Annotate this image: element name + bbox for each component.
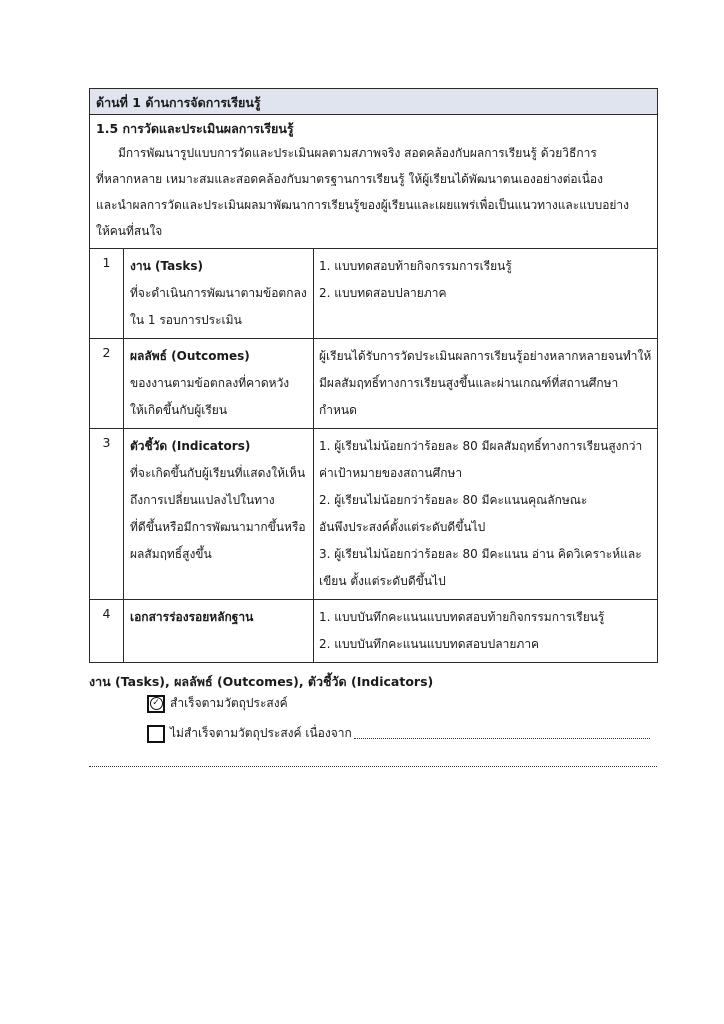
row-topic <box>124 339 314 429</box>
row-detail-line: 2. แบบทดสอบปลายภาค <box>319 286 447 300</box>
row-title: ตัวชี้วัด (Indicators) <box>130 439 251 453</box>
row-desc-line: ที่ดีขึ้นหรือมีการพัฒนามากขึ้นหรือ <box>130 520 306 534</box>
reason-dotted-line-2[interactable] <box>89 766 657 767</box>
row-number: 4 <box>90 600 124 663</box>
summary-label: งาน (Tasks), ผลลัพธ์ (Outcomes), ตัวชี้วัด (Indicators) <box>89 674 434 689</box>
row-details <box>314 429 658 600</box>
intro-line: และนำผลการวัดและประเมินผลมาพัฒนาการเรียนรู้ของผู้เรียนและเผยแพร่เพื่อเป็นแนวทางและแบบอย่าง <box>96 198 630 212</box>
section-heading-row <box>90 89 658 115</box>
option-success-label: สำเร็จตามวัตถุประสงค์ <box>170 696 288 710</box>
row-desc-line: ถึงการเปลี่ยนแปลงไปในทาง <box>130 493 275 507</box>
intro-line: มีการพัฒนารูปแบบการวัดและประเมินผลตามสภาพจริง สอดคล้องกับผลการเรียนรู้ ด้วยวิธีการ <box>118 146 597 160</box>
row-detail-line: ค่าเป้าหมายของสถานศึกษา <box>319 466 463 480</box>
assessment-table <box>89 88 658 663</box>
row-title: งาน (Tasks) <box>130 259 203 273</box>
table-row <box>90 249 658 339</box>
intro-row <box>90 115 658 249</box>
table-row <box>90 600 658 663</box>
row-number: 1 <box>90 249 124 339</box>
section-subheading: 1.5 การวัดและประเมินผลการเรียนรู้ <box>96 121 294 136</box>
row-number: 2 <box>90 339 124 429</box>
row-desc-line: ของงานตามข้อตกลงที่คาดหวัง <box>130 376 290 390</box>
row-desc-line: ที่จะดำเนินการพัฒนาตามข้อตกลง <box>130 286 307 300</box>
section-heading: ด้านที่ 1 ด้านการจัดการเรียนรู้ <box>90 89 658 115</box>
row-details <box>314 339 658 429</box>
row-detail-line: 1. ผู้เรียนไม่น้อยกว่าร้อยละ 80 มีผลสัมฤทธิ์ทางการเรียนสูงกว่า <box>319 439 643 453</box>
intro-line: ให้คนที่สนใจ <box>96 224 163 238</box>
fail-checkbox[interactable] <box>147 725 165 743</box>
row-detail-line: 2. แบบบันทึกคะแนนแบบทดสอบปลายภาค <box>319 637 540 651</box>
summary-section <box>89 672 657 740</box>
option-fail-label: ไม่สำเร็จตามวัตถุประสงค์ เนื่องจาก <box>170 726 352 740</box>
row-number: 3 <box>90 429 124 600</box>
row-topic <box>124 600 314 663</box>
success-checkbox[interactable] <box>147 695 165 713</box>
row-detail-line: 1. แบบทดสอบท้ายกิจกรรมการเรียนรู้ <box>319 259 512 273</box>
intro-cell <box>90 115 658 249</box>
row-desc-line: ใน 1 รอบการประเมิน <box>130 313 242 327</box>
table-row <box>90 339 658 429</box>
row-topic <box>124 249 314 339</box>
row-detail-line: เขียน ตั้งแต่ระดับดีขึ้นไป <box>319 574 446 588</box>
row-desc-line: ให้เกิดขึ้นกับผู้เรียน <box>130 403 228 417</box>
row-details <box>314 600 658 663</box>
row-title: เอกสารร่องรอยหลักฐาน <box>130 610 254 624</box>
row-detail-line: ผู้เรียนได้รับการวัดประเมินผลการเรียนรู้อย่างหลากหลายจนทำให้ <box>319 349 652 363</box>
table-row <box>90 429 658 600</box>
reason-dotted-line[interactable] <box>354 728 650 739</box>
check-icon: ✓ <box>150 697 163 710</box>
assessment-document <box>89 88 657 663</box>
row-topic <box>124 429 314 600</box>
row-detail-line: มีผลสัมฤทธิ์ทางการเรียนสูงขึ้นและผ่านเกณฑ์ที่สถานศึกษา <box>319 376 619 390</box>
row-title: ผลลัพธ์ (Outcomes) <box>130 349 250 363</box>
option-fail[interactable] <box>147 724 650 743</box>
row-details <box>314 249 658 339</box>
option-success[interactable] <box>147 694 288 713</box>
row-detail-line: 3. ผู้เรียนไม่น้อยกว่าร้อยละ 80 มีคะแนน อ่าน คิดวิเคราะห์และ <box>319 547 642 561</box>
row-desc-line: ผลสัมฤทธิ์สูงขึ้น <box>130 547 212 561</box>
row-detail-line: 1. แบบบันทึกคะแนนแบบทดสอบท้ายกิจกรรมการเรียนรู้ <box>319 610 605 624</box>
intro-line: ที่หลากหลาย เหมาะสมและสอดคล้องกับมาตรฐานการเรียนรู้ ให้ผู้เรียนได้พัฒนาตนเองอย่างต่อเนื่อง <box>96 172 603 186</box>
row-detail-line: 2. ผู้เรียนไม่น้อยกว่าร้อยละ 80 มีคะแนนคุณลักษณะ <box>319 493 588 507</box>
row-desc-line: ที่จะเกิดขึ้นกับผู้เรียนที่แสดงให้เห็น <box>130 466 306 480</box>
row-detail-line: กำหนด <box>319 403 357 417</box>
row-detail-line: อันพึงประสงค์ตั้งแต่ระดับดีขึ้นไป <box>319 520 486 534</box>
